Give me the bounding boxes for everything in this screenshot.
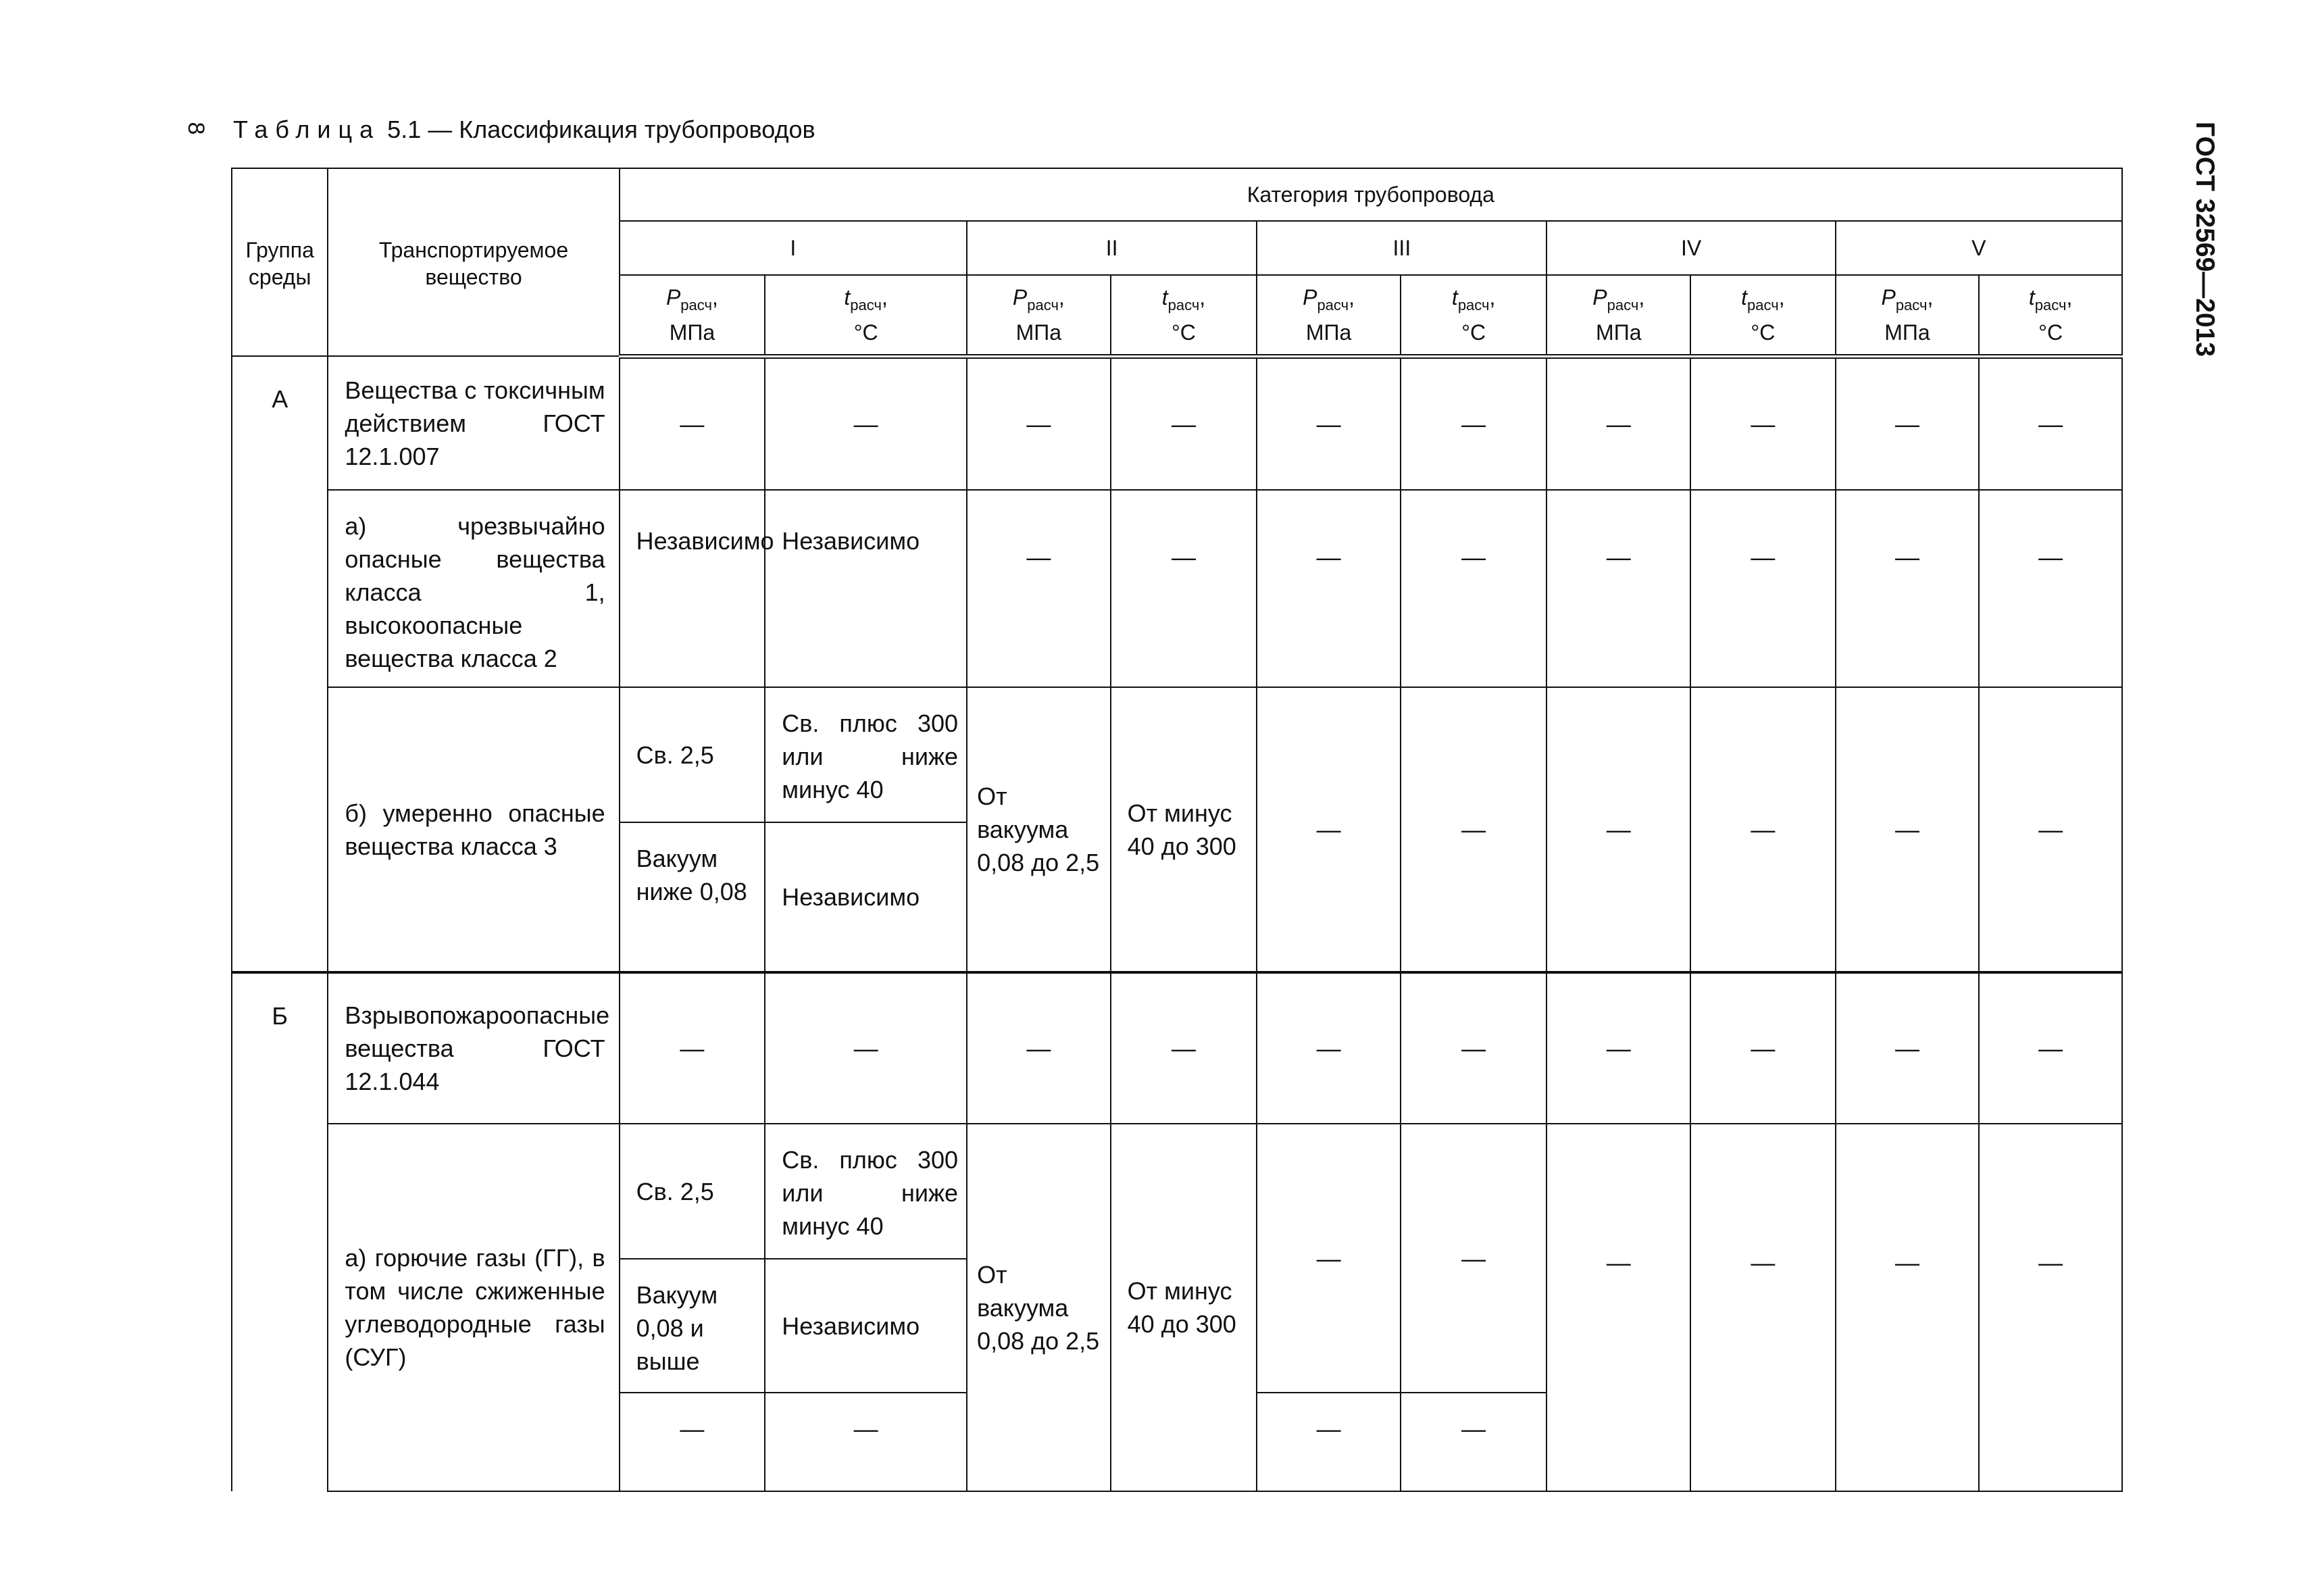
dash-cell: — (1979, 1124, 2122, 1491)
temperature-cell: Независимо (765, 490, 967, 687)
temperature-header: $t_{расч}$, °С (1690, 275, 1836, 356)
dash-cell: — (1836, 1124, 1980, 1491)
dash-cell: — (1257, 1124, 1401, 1393)
dash-cell: — (1836, 356, 1980, 490)
header-group: Группа среды (232, 168, 328, 356)
page-number: 8 (183, 122, 209, 135)
dash-cell: — (1690, 687, 1836, 972)
dash-cell: — (1546, 356, 1690, 490)
table-title (233, 115, 815, 145)
group-a-cell: А (232, 356, 328, 972)
dash-cell: — (1257, 687, 1401, 972)
dash-cell: — (1111, 356, 1257, 490)
dash-cell: — (967, 972, 1111, 1124)
dash-cell: — (1979, 490, 2122, 687)
dash-cell: — (1979, 972, 2122, 1124)
dash-cell: — (1401, 356, 1547, 490)
category-i: I (620, 221, 967, 275)
temperature-header: $t_{расч}$, °С (1979, 275, 2122, 356)
dash-cell: — (1401, 972, 1547, 1124)
substance-cell: а) чрезвычайно опасные вещества класса 1, высокоопасные вещества класса 2 (328, 490, 619, 687)
pressure-header: $P_{расч}$, МПа (1836, 275, 1980, 356)
table-label: Таблица (233, 116, 381, 143)
document-code: ГОСТ 32569—2013 (2190, 122, 2219, 357)
dash-cell: — (1257, 972, 1401, 1124)
dash-cell: — (1111, 972, 1257, 1124)
pressure-cell: Вакуум ниже 0,08 (620, 822, 765, 972)
table-number: 5.1 (387, 116, 422, 143)
pressure-header: $P_{расч}$, МПа (1257, 275, 1401, 356)
dash-cell: — (1836, 687, 1980, 972)
dash-cell: — (765, 1393, 967, 1491)
classification-table-container (231, 168, 2123, 1487)
dash-cell: — (1690, 1124, 1836, 1491)
dash-cell: — (1401, 687, 1547, 972)
dash-cell: — (1546, 490, 1690, 687)
temperature-cell: Независимо (765, 1259, 967, 1393)
pressure-cell: Независимо (620, 490, 765, 687)
table-row (232, 972, 2122, 1124)
dash-cell: — (620, 972, 765, 1124)
temperature-cell: Независимо (765, 822, 967, 972)
substance-cell: а) горючие газы (ГГ), в том числе сжиженные углеводородные газы (СУГ) (328, 1124, 619, 1491)
category-v: V (1836, 221, 2122, 275)
dash-cell: — (1836, 490, 1980, 687)
table-caption: — Классификация трубопроводов (428, 116, 815, 143)
dash-cell: — (967, 356, 1111, 490)
pressure-cell: От вакуума 0,08 до 2,5 (967, 1124, 1111, 1491)
temperature-header: $t_{расч}$, °С (765, 275, 967, 356)
pressure-cell: Св. 2,5 (620, 1124, 765, 1259)
header-row (232, 168, 2122, 221)
category-ii: II (967, 221, 1257, 275)
dash-cell: — (1690, 356, 1836, 490)
dash-cell: — (1836, 972, 1980, 1124)
dash-cell: — (1979, 687, 2122, 972)
temperature-cell: От минус 40 до 300 (1111, 1124, 1257, 1491)
table-row (232, 1124, 2122, 1259)
dash-cell: — (1401, 1393, 1547, 1491)
dash-cell: — (765, 972, 967, 1124)
substance-cell: Вещества с токсичным действием ГОСТ 12.1.007 (328, 356, 619, 490)
group-b-cell: Б (232, 972, 328, 1491)
dash-cell: — (765, 356, 967, 490)
temperature-header: $t_{расч}$, °С (1401, 275, 1547, 356)
table-row (232, 356, 2122, 490)
category-iii: III (1257, 221, 1546, 275)
temperature-cell: Св. плюс 300 или ниже минус 40 (765, 687, 967, 822)
dash-cell: — (1257, 1393, 1401, 1491)
pressure-cell: Св. 2,5 (620, 687, 765, 822)
dash-cell: — (1401, 490, 1547, 687)
dash-cell: — (1111, 490, 1257, 687)
dash-cell: — (1979, 356, 2122, 490)
pressure-header: $P_{расч}$, МПа (620, 275, 765, 356)
pressure-header: $P_{расч}$, МПа (967, 275, 1111, 356)
dash-cell: — (967, 490, 1111, 687)
classification-table (231, 168, 2123, 1492)
header-category: Категория трубопровода (620, 168, 2122, 221)
dash-cell: — (1257, 490, 1401, 687)
pressure-cell: Вакуум 0,08 и выше (620, 1259, 765, 1393)
table-row (232, 687, 2122, 822)
substance-cell: б) умеренно опасные вещества класса 3 (328, 687, 619, 972)
dash-cell: — (620, 356, 765, 490)
dash-cell: — (1690, 490, 1836, 687)
category-iv: IV (1546, 221, 1835, 275)
substance-cell: Взрывопожароопасные вещества ГОСТ 12.1.044 (328, 972, 619, 1124)
temperature-header: $t_{расч}$, °С (1111, 275, 1257, 356)
pressure-header: $P_{расч}$, МПа (1546, 275, 1690, 356)
dash-cell: — (1401, 1124, 1547, 1393)
dash-cell: — (1546, 972, 1690, 1124)
header-substance: Транспортируемое вещество (328, 168, 619, 356)
dash-cell: — (1257, 356, 1401, 490)
table-row (232, 490, 2122, 687)
dash-cell: — (620, 1393, 765, 1491)
dash-cell: — (1546, 1124, 1690, 1491)
pressure-cell: От вакуума 0,08 до 2,5 (967, 687, 1111, 972)
dash-cell: — (1546, 687, 1690, 972)
dash-cell: — (1690, 972, 1836, 1124)
temperature-cell: От минус 40 до 300 (1111, 687, 1257, 972)
temperature-cell: Св. плюс 300 или ниже минус 40 (765, 1124, 967, 1259)
